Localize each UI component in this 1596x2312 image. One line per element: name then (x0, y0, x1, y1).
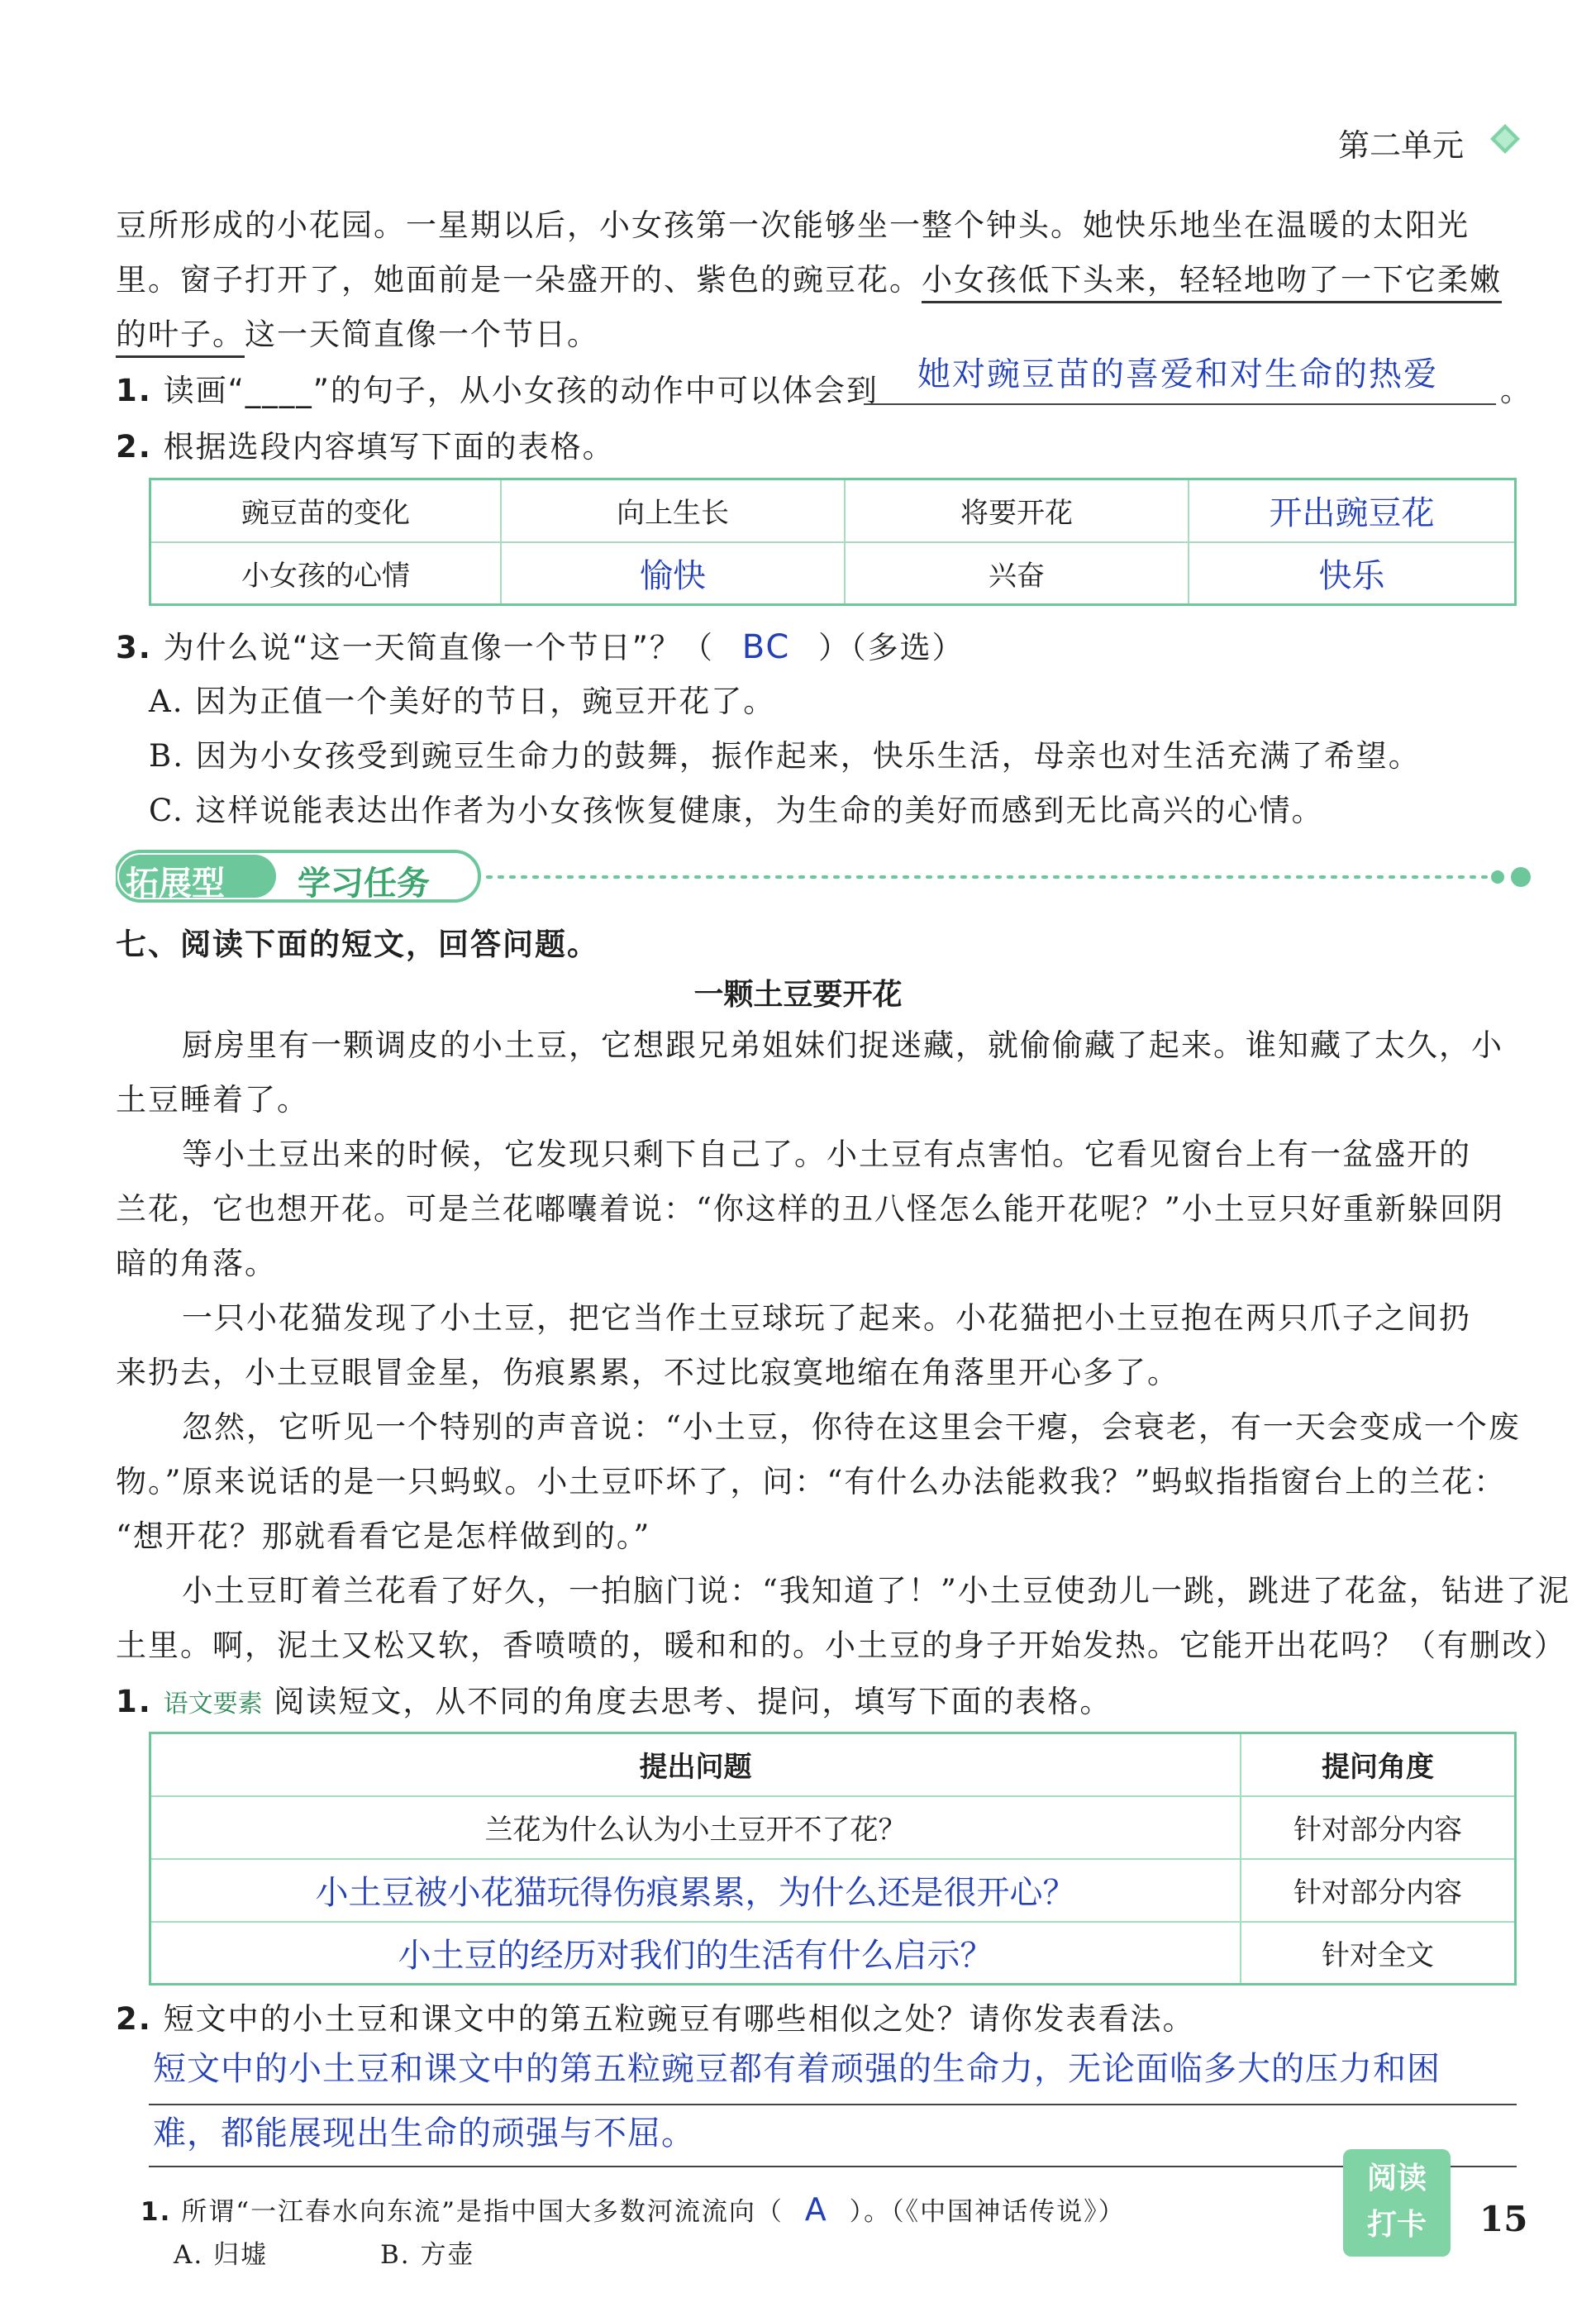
pea-table (149, 478, 1517, 606)
question-number: 3. (116, 630, 152, 665)
question-number: 2. (116, 429, 152, 465)
answer-cell[interactable]: 小土豆被小花猫玩得伤痕累累，为什么还是很开心？ (150, 1859, 1241, 1922)
question-text: 所谓“一江春水向东流”是指中国大多数河流流向（ (181, 2197, 784, 2227)
answer-cell[interactable]: 小土豆的经历对我们的生活有什么启示？ (150, 1922, 1241, 1985)
answer-text[interactable]: 短文中的小土豆和课文中的第五粒豌豆都有着顽强的生命力，无论面临多大的压力和困 (153, 2050, 1441, 2088)
row-head: 豌豆苗的变化 (150, 479, 502, 542)
table-cell: 针对部分内容 (1241, 1796, 1516, 1859)
story-line: 厨房里有一颗调皮的小土豆，它想跟兄弟姐妹们捉迷藏，就偷偷藏了起来。谁知藏了太久，小 (182, 1027, 1503, 1063)
answer-text[interactable]: BC (741, 628, 791, 666)
passage-text: 这一天简直像一个节日。 (245, 317, 599, 352)
part7-question-1 (116, 1675, 1521, 1732)
section-badge: 拓展型 (126, 865, 225, 903)
answer-cell[interactable]: 快乐 (1189, 542, 1516, 605)
story-line: 土里。啊，泥土又松又软，香喷喷的，暖和和的。小土豆的身子开始发热。它能开出花吗？（有删改） (116, 1628, 1566, 1663)
section-banner (116, 847, 1537, 905)
question-table (149, 1732, 1517, 1985)
question-number: 1. (116, 373, 152, 408)
footer-option-a: A. 归墟 (174, 2240, 269, 2270)
passage-line: 豆所形成的小花园。一星期以后，小女孩第一次能够坐一整个钟头。她快乐地坐在温暖的太阳光 (116, 207, 1470, 243)
answer-line (149, 2166, 1517, 2167)
option-a: A. 因为正值一个美好的节日，豌豆开花了。 (149, 684, 776, 719)
underlined-sentence: 小女孩低下头来，轻轻地吻了一下它柔嫩 (922, 262, 1502, 303)
table-cell: 将要开花 (845, 479, 1189, 542)
story-title: 一颗土豆要开花 (693, 978, 903, 1012)
story-line: 土豆睡着了。 (116, 1082, 309, 1118)
question-text: 短文中的小土豆和课文中的第五粒豌豆有哪些相似之处？请你发表看法。 (163, 2001, 1195, 2037)
column-header: 提出问题 (150, 1733, 1241, 1796)
footer-question (141, 2186, 1314, 2235)
answer-text[interactable]: A (804, 2191, 828, 2228)
table-cell: 针对部分内容 (1241, 1859, 1516, 1922)
part-heading: 七、阅读下面的短文，回答问题。 (116, 927, 599, 962)
question-text: ）。（《中国神话传说》） (849, 2197, 1126, 2227)
footer-option-b: B. 方壶 (380, 2240, 475, 2270)
table-cell: 针对全文 (1241, 1922, 1516, 1985)
story-line: 等小土豆出来的时候，它发现只剩下自己了。小土豆有点害怕。它看见窗台上有一盆盛开的 (182, 1137, 1471, 1172)
question-number: 1. (141, 2197, 172, 2227)
question-text: 读画“____”的句子，从小女孩的动作中可以体会到 (163, 373, 879, 408)
passage-text: 里。窗子打开了，她面前是一朵盛开的、紫色的豌豆花。 (116, 262, 922, 298)
option-c: C. 这样说能表达出作者为小女孩恢复健康，为生命的美好而感到无比高兴的心情。 (149, 793, 1324, 828)
diamond-icon (1489, 122, 1522, 155)
story-line: 小土豆盯着兰花看了好久，一拍脑门说：“我知道了！”小土豆使劲儿一跳，跳进了花盆，钻进了泥 (182, 1573, 1570, 1609)
story-line: 来扔去，小土豆眼冒金星，伤痕累累，不过比寂寞地缩在角落里开心多了。 (116, 1355, 1179, 1390)
answer-text[interactable]: 难，都能展现出生命的顽强与不屈。 (153, 2114, 695, 2152)
column-header: 提问角度 (1241, 1733, 1516, 1796)
question-text: 根据选段内容填写下面的表格。 (163, 429, 615, 465)
answer-line (864, 403, 1496, 405)
badge-line: 打卡 (1366, 2208, 1427, 2242)
table-cell: 兰花为什么认为小土豆开不了花？ (150, 1796, 1241, 1859)
question-number: 2. (116, 2001, 152, 2037)
story-line: 暗的角落。 (116, 1246, 277, 1281)
option-b: B. 因为小女孩受到豌豆生命力的鼓舞，振作起来，快乐生活，母亲也对生活充满了希望。 (149, 738, 1421, 774)
period: 。 (1500, 373, 1532, 408)
underlined-sentence: 的叶子。 (116, 317, 245, 358)
row-head: 小女孩的心情 (150, 542, 502, 605)
question-text: 为什么说“这一天简直像一个节日”？（ (163, 630, 714, 665)
story-line: 物。”原来说话的是一只蚂蚁。小土豆吓坏了，问：“有什么办法能救我？”蚂蚁指指窗台上的兰花： (116, 1464, 1507, 1499)
unit-label: 第二单元 (1337, 127, 1464, 164)
question-number: 1. (116, 1684, 152, 1719)
table-cell: 向上生长 (501, 479, 845, 542)
part7-question-2 (116, 1992, 1521, 2047)
passage-line (116, 253, 1521, 307)
element-tag: 语文要素 (163, 1690, 263, 1719)
question-text: ）（多选） (818, 630, 965, 665)
story-line: 忽然，它听见一个特别的声音说：“小土豆，你待在这里会干瘪，会衰老，有一天会变成一个废 (182, 1409, 1521, 1445)
answer-text[interactable]: 她对豌豆苗的喜爱和对生命的热爱 (917, 355, 1438, 393)
reading-checkin-badge (1343, 2149, 1451, 2257)
answer-cell[interactable]: 开出豌豆花 (1189, 479, 1516, 542)
page-number: 15 (1479, 2199, 1528, 2239)
question-2 (116, 420, 1521, 474)
question-3 (116, 620, 1521, 675)
story-line: 兰花，它也想开花。可是兰花嘟囔着说：“你这样的丑八怪怎么能开花呢？”小土豆只好重新躲回阴 (116, 1191, 1504, 1227)
story-line: 一只小花猫发现了小土豆，把它当作土豆球玩了起来。小花猫把小土豆抱在两只爪子之间扔 (182, 1300, 1471, 1336)
question-text: 阅读短文，从不同的角度去思考、提问，填写下面的表格。 (274, 1684, 1112, 1719)
story-line: “想开花？那就看看它是怎样做到的。” (116, 1518, 651, 1554)
answer-cell[interactable]: 愉快 (501, 542, 845, 605)
badge-line: 阅读 (1366, 2162, 1427, 2195)
table-cell: 兴奋 (845, 542, 1189, 605)
answer-line (149, 2104, 1517, 2105)
section-title: 学习任务 (298, 865, 430, 903)
